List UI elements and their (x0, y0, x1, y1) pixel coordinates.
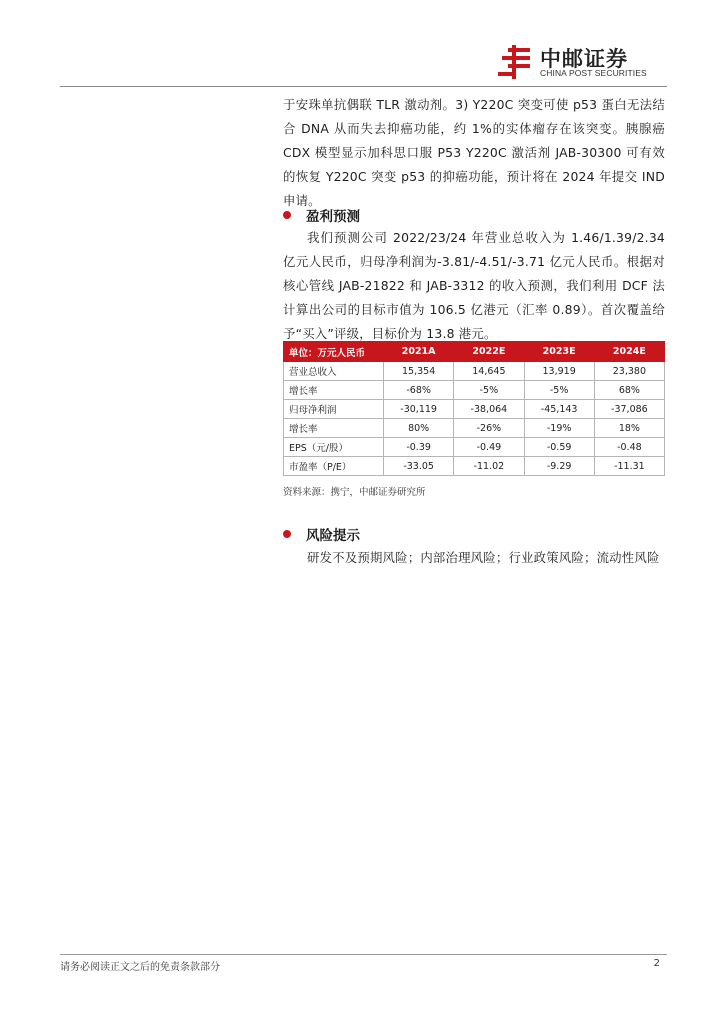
table-row (284, 381, 665, 400)
footer-disclaimer: 请务必阅读正文之后的免责条款部分 (60, 962, 220, 973)
section-title: 风险提示 (306, 528, 360, 544)
row-label: 营业总收入 (284, 362, 384, 381)
table-cell: -11.31 (594, 457, 664, 476)
table-cell: -5% (454, 381, 524, 400)
table-header-year: 2022E (454, 342, 524, 362)
table-cell: -45,143 (524, 400, 594, 419)
financial-forecast-table (283, 341, 665, 476)
body-paragraph-forecast: 我们预测公司 2022/23/24 年营业总收入为 1.46/1.39/2.34 亿元人民币，归母净利润为-3.81/-4.51/-3.71 亿元人民币。根据对核心管线 JAB-21822 和 JAB-3312 的收入预测，我们利用 DCF 法计算出公司的目标市值为 106.5 亿港元（汇率 0.89）。首次覆盖给予“买入”评级，目标价为 13.8 港元。 (283, 230, 665, 341)
bullet-dot-icon (283, 530, 291, 538)
row-label: 归母净利润 (284, 400, 384, 419)
table-cell: 15,354 (384, 362, 454, 381)
table-row (284, 457, 665, 476)
table-cell: -5% (524, 381, 594, 400)
table-header-year: 2024E (594, 342, 664, 362)
footer-divider (60, 954, 667, 955)
table-cell: -68% (384, 381, 454, 400)
table-row (284, 438, 665, 457)
table-cell: 80% (384, 419, 454, 438)
table-cell: -19% (524, 419, 594, 438)
row-label: EPS（元/股） (284, 438, 384, 457)
table-cell: -37,086 (594, 400, 664, 419)
china-post-logo-icon (498, 45, 534, 79)
table-cell: -0.39 (384, 438, 454, 457)
table-cell: -0.49 (454, 438, 524, 457)
section-title: 盈利预测 (306, 209, 360, 225)
table-cell: 14,645 (454, 362, 524, 381)
page-number: 2 (653, 958, 660, 969)
logo-english-name: CHINA POST SECURITIES (540, 68, 647, 78)
table-row (284, 400, 665, 419)
table-header-year: 2021A (384, 342, 454, 362)
table-cell: 23,380 (594, 362, 664, 381)
table-row (284, 362, 665, 381)
bullet-dot-icon (283, 211, 291, 219)
table-header-year: 2023E (524, 342, 594, 362)
row-label: 增长率 (284, 381, 384, 400)
header-divider (60, 86, 667, 87)
table-cell: -38,064 (454, 400, 524, 419)
table-cell: -11.02 (454, 457, 524, 476)
row-label: 市盈率（P/E） (284, 457, 384, 476)
table-cell: -0.59 (524, 438, 594, 457)
row-label: 增长率 (284, 419, 384, 438)
table-cell: 18% (594, 419, 664, 438)
body-paragraph-risk: 研发不及预期风险；内部治理风险；行业政策风险；流动性风险 (307, 550, 660, 565)
table-header-unit: 单位：万元人民币 (284, 342, 384, 362)
company-logo (498, 43, 670, 83)
logo-chinese-name: 中邮证券 (540, 47, 628, 71)
table-cell: 68% (594, 381, 664, 400)
table-cell: -26% (454, 419, 524, 438)
table-cell: -30,119 (384, 400, 454, 419)
table-cell: 13,919 (524, 362, 594, 381)
table-source-note: 资料来源：携宁，中邮证券研究所 (283, 487, 426, 498)
table-cell: -9.29 (524, 457, 594, 476)
table-header-row (284, 342, 665, 362)
table-cell: -33.05 (384, 457, 454, 476)
body-paragraph-pipeline: 于安珠单抗偶联 TLR 激动剂。3) Y220C 突变可使 p53 蛋白无法结合 DNA 从而失去抑癌功能，约 1%的实体瘤存在该突变。胰腺癌 CDX 模型显示加科思口服 P53 Y220C 激活剂 JAB-30300 可有效的恢复 Y220C 突变 p53 的抑癌功能，预计将在 2024 年提交 IND 申请。 (283, 97, 665, 208)
table-row (284, 419, 665, 438)
table-cell: -0.48 (594, 438, 664, 457)
